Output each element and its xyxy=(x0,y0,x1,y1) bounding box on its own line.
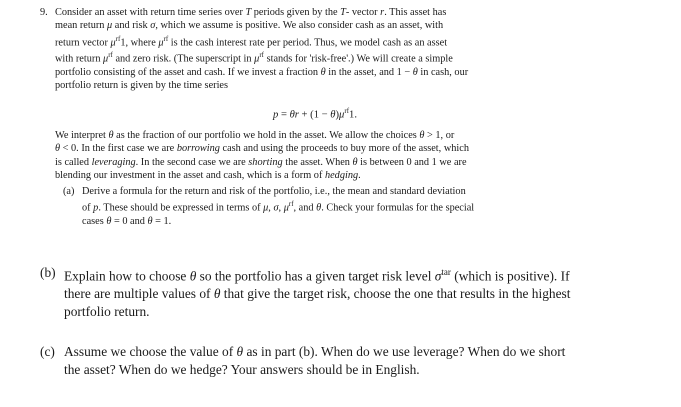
part-b-text: Explain how to choose θ so the portfolio has a given target risk level $\sigma^{tar}$ (which is positive). If there are multiple values of θ that give the target risk, choose the one that results in the highest portfolio return. xyxy=(64,267,571,319)
problem-intro: Consider an asset with return time series over T periods given by the T- vector r. This asset has mean return μ and risk σ, which we assume is positive. We also consider cash as an asset, with return vector $\mu^{rf}1$, where $\mu^{rf}$ is the cash interest rate per period. Thus, we model cash as an asset with return $\mu^{rf}$ and zero risk. (The superscript in $\mu^{rf}$ stands for 'risk-free'.) We will create a simple portfolio consisting of the asset and cash. If we invest a fraction θ in the asset, and 1 − θ in cash, our portfolio return is given by the time series xyxy=(55,7,469,92)
part-a-label: (a) xyxy=(63,186,75,197)
portfolio-formula: $p = \theta r + (1 - \theta)\mu^{rf}1$. xyxy=(273,107,357,121)
problem-number: 9. xyxy=(40,7,48,18)
part-c-label: (c) xyxy=(40,344,55,359)
part-a-text: Derive a formula for the return and risk of the portfolio, i.e., the mean and standard deviation of p. These should be expressed in terms of μ, σ, $\mu^{rf}$, and θ. Check your formulas for the special cases θ = 0 and θ = 1. xyxy=(82,186,475,228)
part-b-label: (b) xyxy=(40,265,56,280)
part-c-text: Assume we choose the value of θ as in part (b). When do we use leverage? When do we short the asset? When do we hedge? Your answers should be in English. xyxy=(64,344,566,377)
interpretation-paragraph: We interpret θ as the fraction of our portfolio we hold in the asset. We allow the choices θ > 1, or θ < 0. In the first case we are borrowing cash and using the proceeds to buy more of the asset, which is called leveraging. In the second case we are shorting the asset. When θ is between 0 and 1 we are blending our investment in the asset and cash, which is a form of hedging. xyxy=(55,130,469,181)
